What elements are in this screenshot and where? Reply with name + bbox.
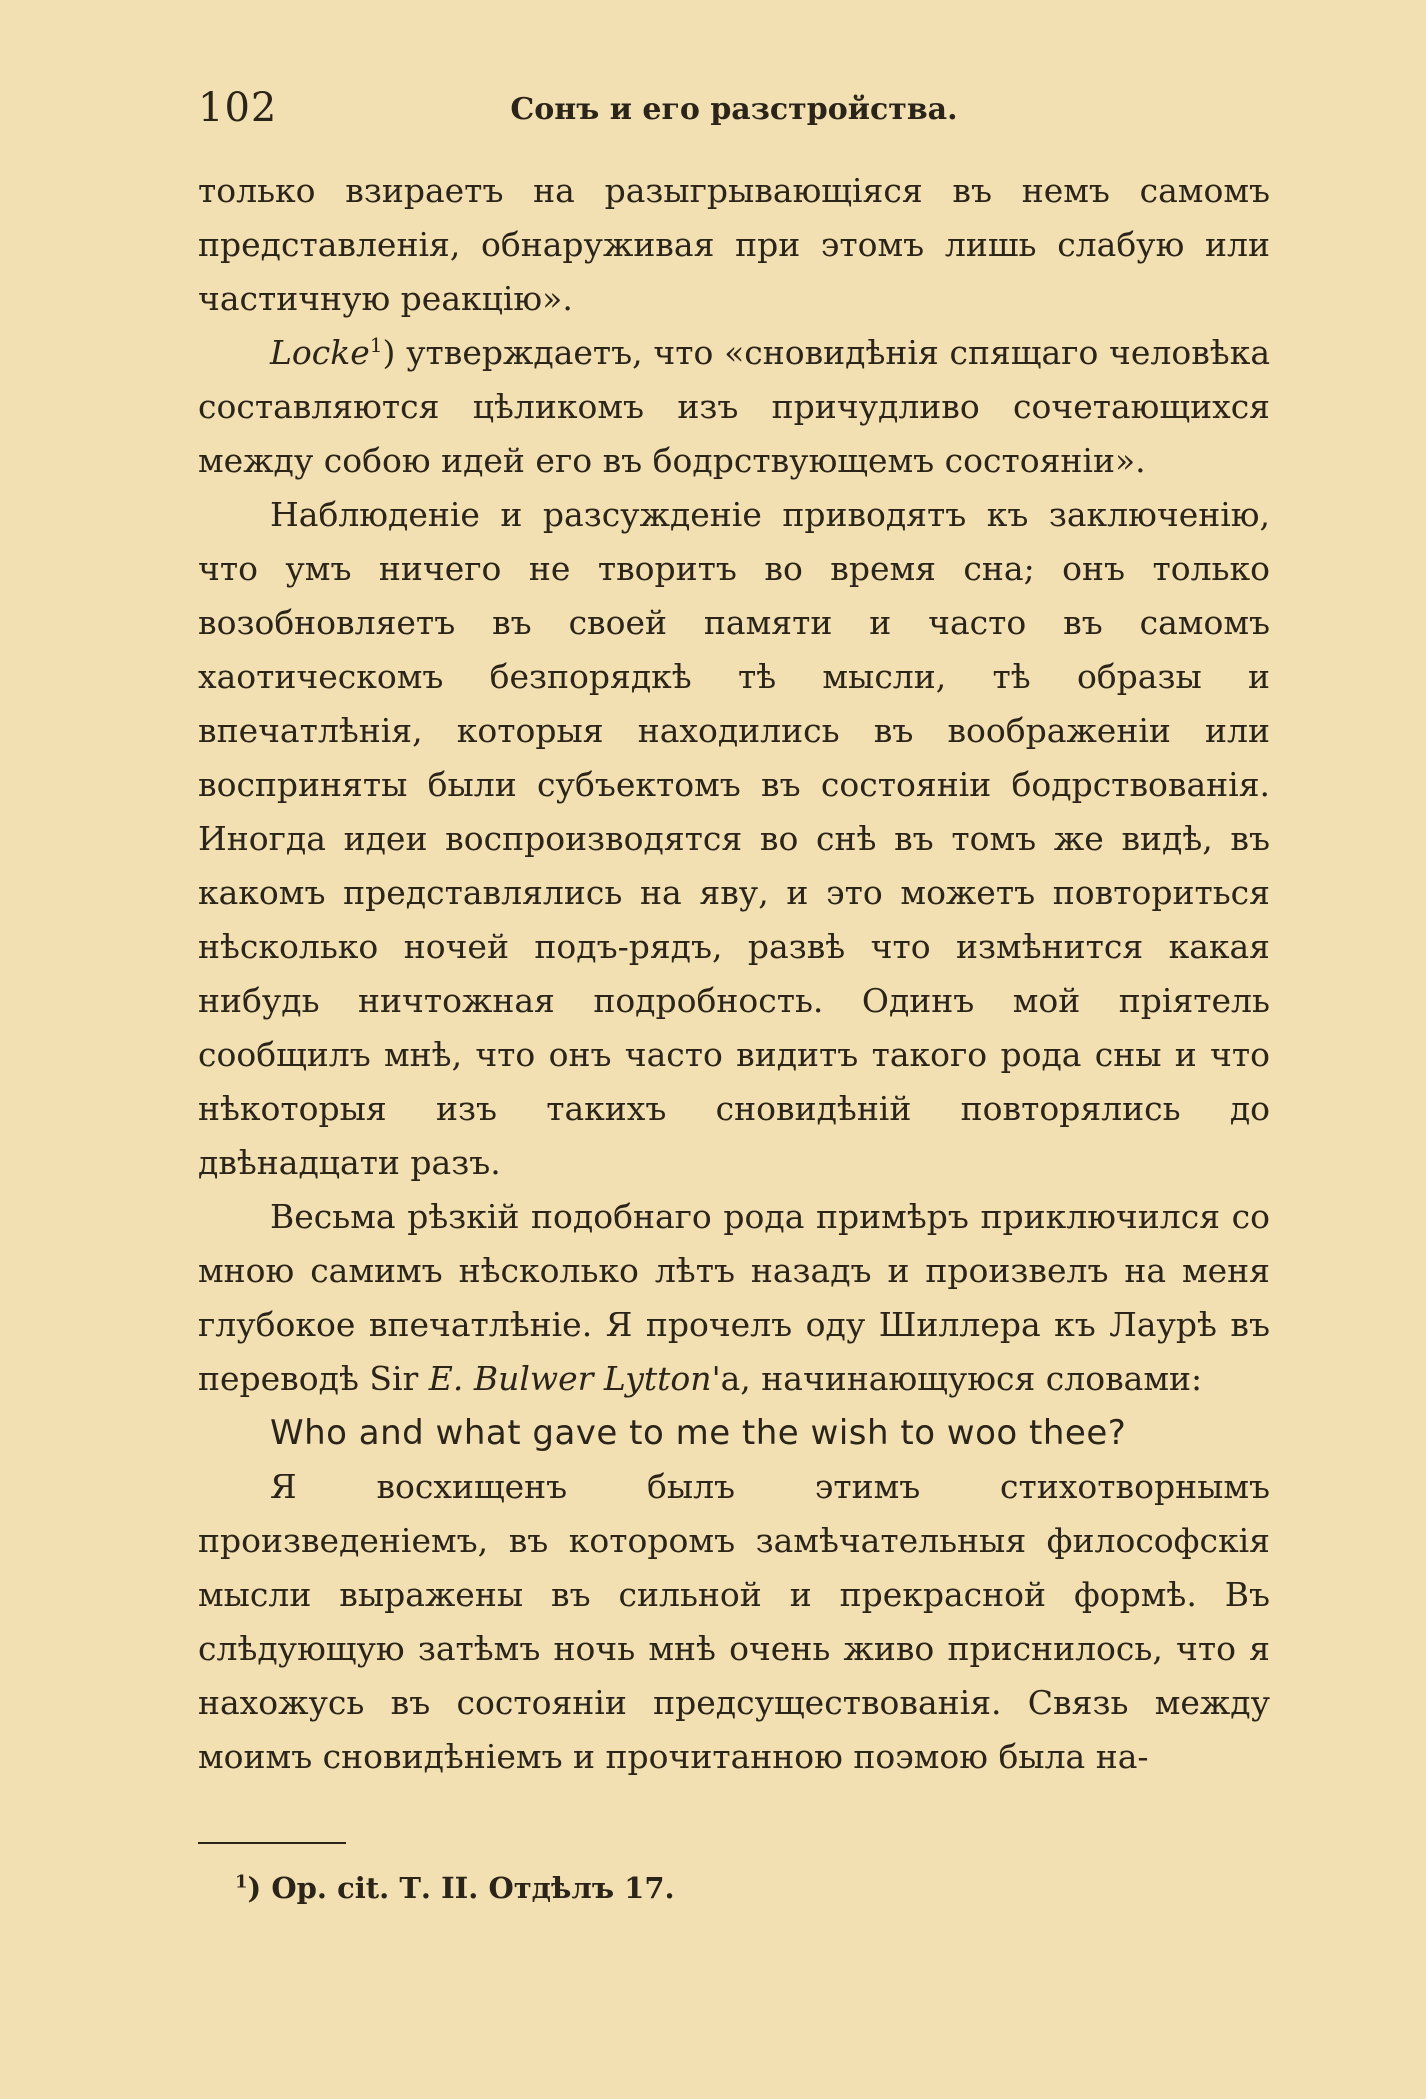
paragraph-dream: Я восхищенъ былъ этимъ стихотворнымъ произведеніемъ, въ которомъ замѣчательныя философскія мысли выражены въ сильной и прекрасной формѣ. Въ слѣдующую затѣмъ ночь мнѣ очень живо приснилось, что я нахожусь въ состояніи предсуществованія. Связь между моимъ сновидѣніемъ и прочитанною поэмою была на-	[198, 1467, 1270, 1776]
footnote-marker: 1	[235, 1871, 248, 1893]
page-header	[198, 78, 1270, 138]
paragraph-example-text-a: Весьма рѣзкій подобнаго рода примѣръ приключился со мною самимъ нѣсколько лѣтъ назадъ и произвелъ на меня глубокое впечатлѣніе. Я прочелъ оду Шиллера къ Лаурѣ въ переводѣ Sir	[198, 1197, 1270, 1398]
running-title: Сонъ и его разстройства.	[510, 92, 958, 127]
paragraph-locke-text: ) утверждаетъ, что «сновидѣнія спящаго человѣка составляются цѣликомъ изъ причудливо сочетающихся между собою идей его въ бодрствующемъ состояніи».	[198, 333, 1270, 480]
paragraph-locke	[198, 326, 1270, 488]
quoted-verse: Who and what gave to me the wish to woo thee?	[270, 1413, 1127, 1453]
paragraph-observation: Наблюденіе и разсужденіе приводятъ къ заключенію, что умъ ничего не творитъ во время сна; онъ только возобновляетъ въ своей памяти и часто въ самомъ хаотическомъ безпорядкѣ тѣ мысли, тѣ образы и впечатлѣнія, которыя находились въ воображеніи или восприняты были субъектомъ въ состояніи бодрствованія. Иногда идеи воспроизводятся во снѣ въ томъ же видѣ, въ какомъ представлялись на яву, и это можетъ повториться нѣсколько ночей подъ-рядъ, развѣ что измѣнится какая нибудь ничтожная подробность. Одинъ мой пріятель сообщилъ мнѣ, что онъ часто видитъ такого рода сны и что нѣкоторыя изъ такихъ сновидѣній повторялись до двѣнадцати разъ.	[198, 495, 1270, 1182]
paragraph-continuation: только взираетъ на разыгрывающіяся въ немъ самомъ представленія, обнаруживая при этомъ лишь слабую или частичную реакцію».	[198, 171, 1270, 318]
author-name-locke: Locke	[270, 333, 370, 372]
footnote-text: ) Op. cit. Т. II. Отдѣлъ 17.	[247, 1871, 675, 1905]
paragraph-example	[198, 1190, 1270, 1406]
footnote	[235, 1868, 675, 1908]
translator-name: E. Bulwer Lytton	[428, 1359, 712, 1398]
page-number: 102	[198, 85, 278, 131]
footnote-divider	[198, 1842, 346, 1844]
main-text	[198, 164, 1270, 1784]
paragraph-example-text-b: 'а, начинающуюся словами:	[711, 1359, 1203, 1398]
footnote-reference[interactable]: 1	[369, 333, 383, 357]
